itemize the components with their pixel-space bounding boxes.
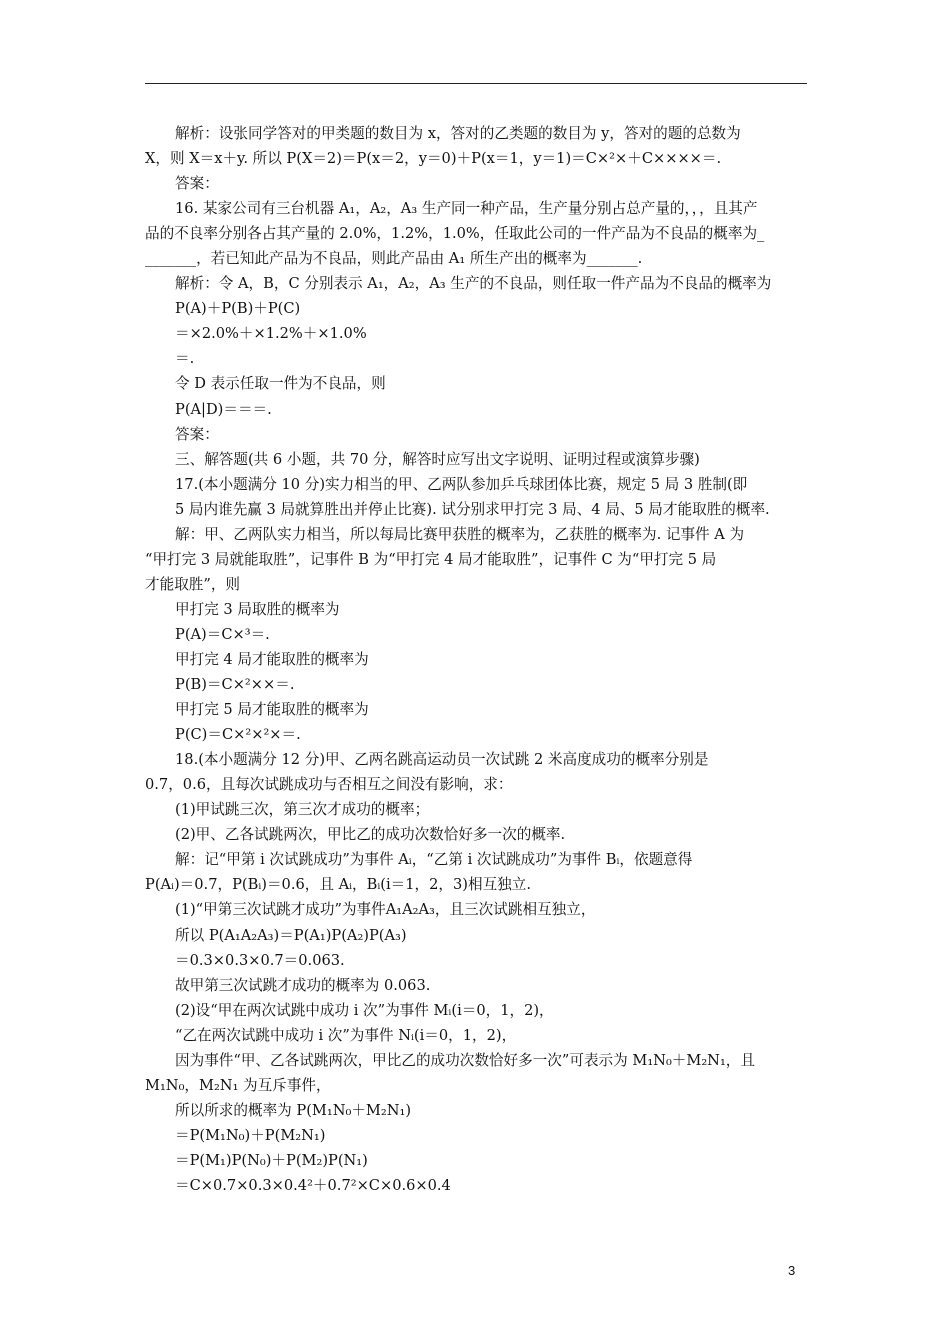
text-line: (1)“甲第三次试跳才成功”为事件A₁A₂A₃，且三次试跳相互独立， xyxy=(175,901,596,919)
text-line: 17.(本小题满分 10 分)实力相当的甲、乙两队参加乒乓球团体比赛，规定 5 局 3 胜制(即 xyxy=(175,475,748,493)
text-line: ＝P(M₁)P(N₀)＋P(M₂)P(N₁) xyxy=(175,1151,368,1169)
text-line: 三、解答题(共 6 小题，共 70 分，解答时应写出文字说明、证明过程或演算步骤) xyxy=(175,450,700,468)
text-line: ＝. xyxy=(175,350,195,368)
document-body xyxy=(145,121,809,1198)
text-line: 答案： xyxy=(175,175,219,193)
text-line: M₁N₀，M₂N₁ 为互斥事件， xyxy=(145,1076,331,1094)
text-line: 甲打完 5 局才能取胜的概率为 xyxy=(175,701,369,719)
text-line: (2)甲、乙各试跳两次，甲比乙的成功次数恰好多一次的概率. xyxy=(175,826,566,844)
text-line: P(A)＝C×³＝. xyxy=(175,625,270,643)
text-line: P(B)＝C×²××＝. xyxy=(175,676,295,694)
text-line: 品的不良率分别各占其产量的 2.0%，1.2%，1.0%，任取此公司的一件产品为不良品的概率为_ xyxy=(145,225,765,243)
text-line: 5 局内谁先赢 3 局就算胜出并停止比赛). 试分别求甲打完 3 局、4 局、5 局才能取胜的概率. xyxy=(175,500,770,518)
text-line: (2)设“甲在两次试跳中成功 i 次”为事件 Mᵢ(i＝0，1，2)， xyxy=(175,1001,554,1019)
text-line: 答案： xyxy=(175,425,219,443)
text-line: _______，若已知此产品为不良品，则此产品由 A₁ 所生产出的概率为_______. xyxy=(145,250,643,268)
text-line: ＝C×0.7×0.3×0.4²＋0.7²×C×0.6×0.4 xyxy=(175,1176,451,1194)
text-line: P(Aᵢ)＝0.7，P(Bᵢ)＝0.6，且 Aᵢ，Bᵢ(i＝1，2，3)相互独立. xyxy=(145,876,532,894)
text-line: 18.(本小题满分 12 分)甲、乙两名跳高运动员一次试跳 2 米高度成功的概率分别是 xyxy=(175,751,709,769)
text-line: 解析：设张同学答对的甲类题的数目为 x，答对的乙类题的数目为 y，答对的题的总数为 xyxy=(175,125,741,142)
page-number: 3 xyxy=(788,1263,796,1278)
text-line: 甲打完 4 局才能取胜的概率为 xyxy=(175,650,369,668)
text-line: P(A|D)＝＝＝. xyxy=(175,400,272,418)
text-line: 令 D 表示任取一件为不良品，则 xyxy=(175,375,386,393)
text-line: 因为事件“甲、乙各试跳两次，甲比乙的成功次数恰好多一次”可表示为 M₁N₀＋M₂N₁，且 xyxy=(175,1051,755,1069)
text-line: (1)甲试跳三次，第三次才成功的概率； xyxy=(175,801,430,819)
text-line: ＝0.3×0.3×0.7＝0.063. xyxy=(175,951,345,969)
text-line: 解析：令 A，B，C 分别表示 A₁，A₂，A₃ 生产的不良品，则任取一件产品为不良品的概率为 xyxy=(175,275,772,293)
text-line: “甲打完 3 局就能取胜”，记事件 B 为“甲打完 4 局才能取胜”，记事件 C 为“甲打完 5 局 xyxy=(145,550,717,568)
text-line: 才能取胜”，则 xyxy=(145,575,241,593)
text-line: 16. 某家公司有三台机器 A₁，A₂，A₃ 生产同一种产品，生产量分别占总产量的，，，且其产 xyxy=(175,200,758,218)
text-line: “乙在两次试跳中成功 i 次”为事件 Nᵢ(i＝0，1，2)， xyxy=(175,1026,517,1044)
text-line: 0.7，0.6，且每次试跳成功与否相互之间没有影响，求： xyxy=(145,776,513,794)
text-line: ＝×2.0%＋×1.2%＋×1.0% xyxy=(175,325,367,343)
text-line: P(A)＋P(B)＋P(C) xyxy=(175,300,301,318)
text-line: 甲打完 3 局取胜的概率为 xyxy=(175,600,340,618)
text-line: 解：甲、乙两队实力相当，所以每局比赛甲获胜的概率为，乙获胜的概率为. 记事件 A 为 xyxy=(175,525,745,543)
text-line: X，则 X＝x＋y. 所以 P(X＝2)＝P(x＝2，y＝0)＋P(x＝1，y＝1)＝C×²×＋C××××＝. xyxy=(145,150,722,168)
text-line: 故甲第三次试跳才成功的概率为 0.063. xyxy=(175,976,431,994)
text-line: 解：记“甲第 i 次试跳成功”为事件 Aᵢ，“乙第 i 次试跳成功”为事件 Bᵢ，依题意得 xyxy=(175,851,693,869)
text-line: P(C)＝C×²×²×＝. xyxy=(175,726,301,744)
header-rule xyxy=(145,83,807,84)
text-line: 所以所求的概率为 P(M₁N₀＋M₂N₁) xyxy=(175,1101,412,1119)
text-line: 所以 P(A₁A₂A₃)＝P(A₁)P(A₂)P(A₃) xyxy=(175,926,407,944)
text-line: ＝P(M₁N₀)＋P(M₂N₁) xyxy=(175,1126,326,1144)
